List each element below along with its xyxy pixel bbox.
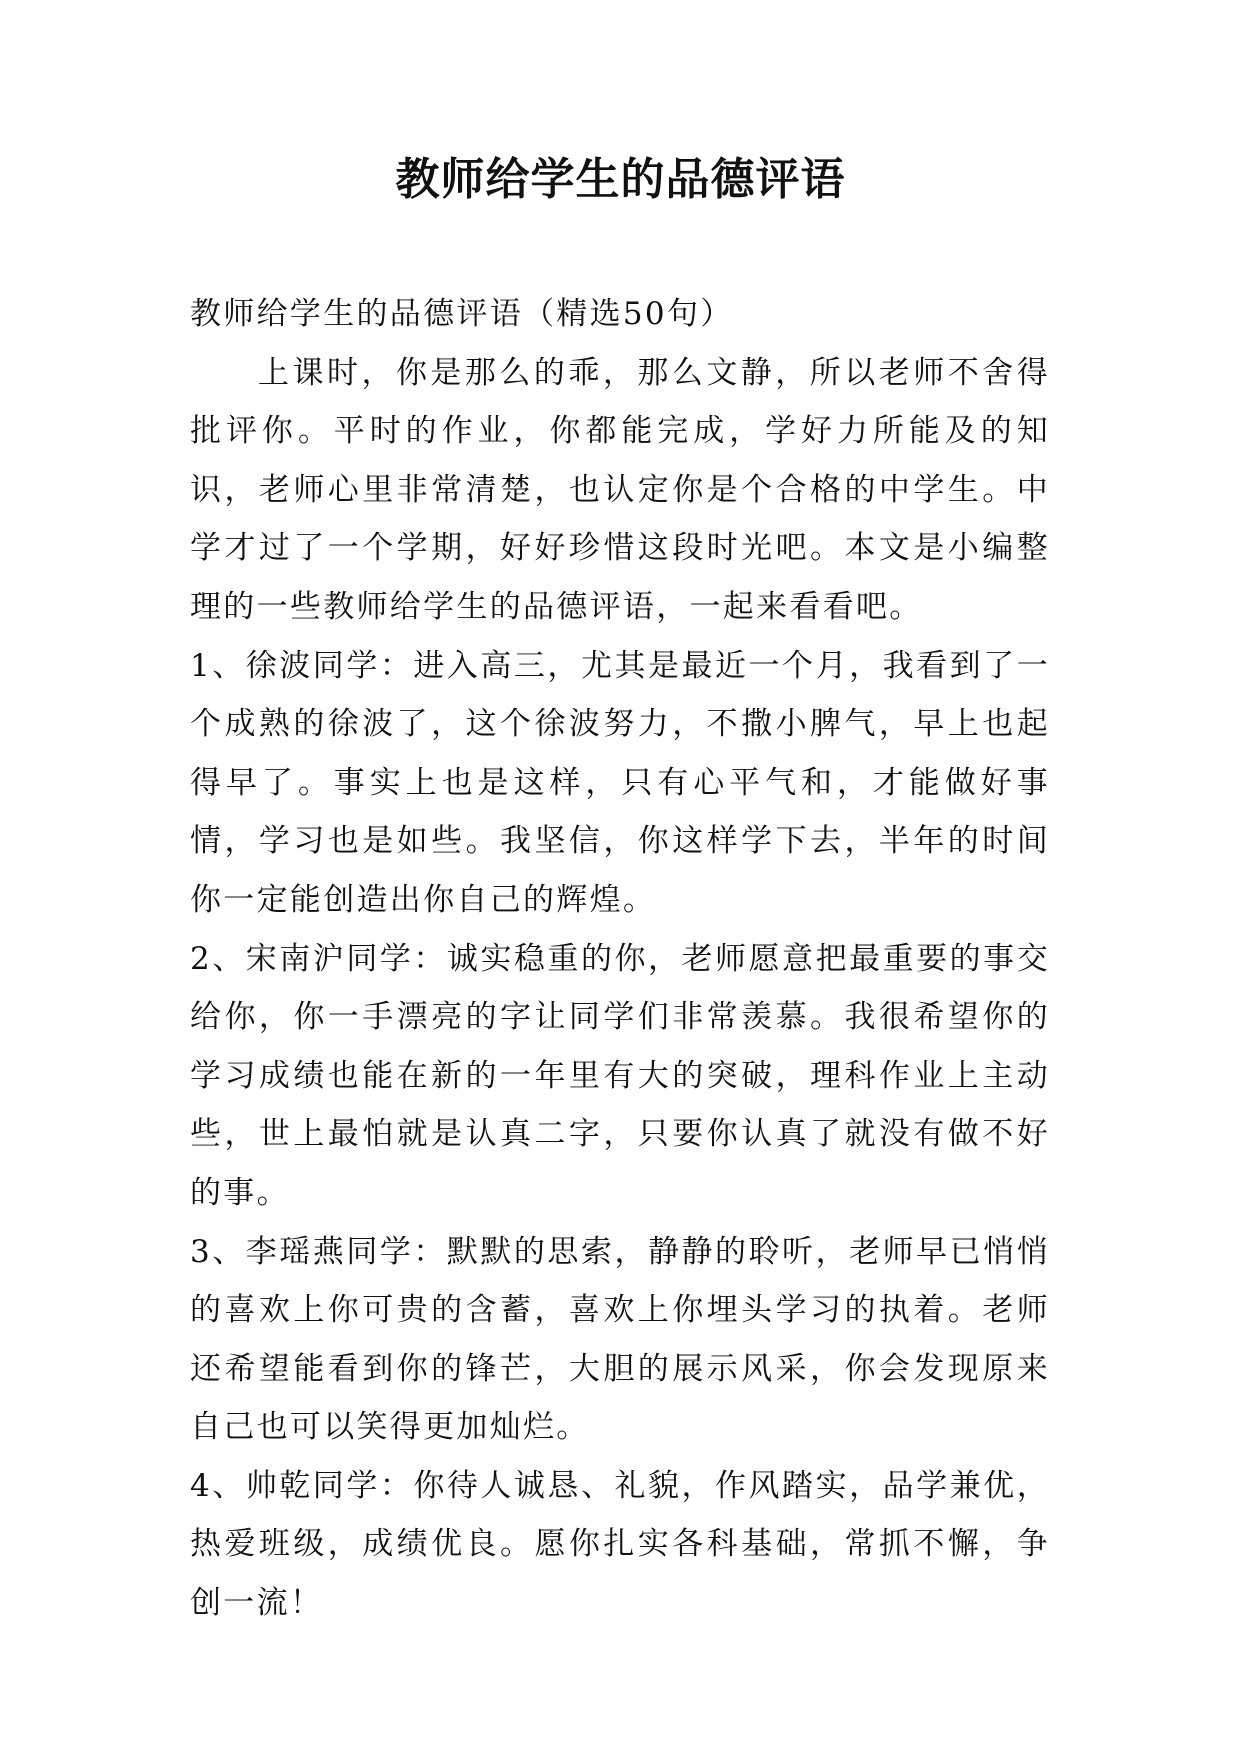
intro-paragraph: 上课时，你是那么的乖，那么文静，所以老师不舍得批评你。平时的作业，你都能完成，学好力所能及的知识，老师心里非常清楚，也认定你是个合格的中学生。中学才过了一个学期，好好珍惜这段时光吧。本文是小编整理的一些教师给学生的品德评语，一起来看看吧。 bbox=[190, 354, 1050, 625]
comment-item-4: 4、帅乾同学：你待人诚恳、礼貌，作风踏实，品学兼优，热爱班级，成绩优良。愿你扎实各科基础，常抓不懈，争创一流！ bbox=[190, 1467, 1050, 1622]
comment-item-3: 3、李瑶燕同学：默默的思索，静静的聆听，老师早已悄悄的喜欢上你可贵的含蓄，喜欢上你埋头学习的执着。老师还希望能看到你的锋芒，大胆的展示风采，你会发现原来自己也可以笑得更加灿烂。 bbox=[190, 1233, 1050, 1446]
comment-item-2: 2、宋南沪同学：诚实稳重的你，老师愿意把最重要的事交给你，你一手漂亮的字让同学们非常羡慕。我很希望你的学习成绩也能在新的一年里有大的突破，理科作业上主动些，世上最怕就是认真二字，只要你认真了就没有做不好的事。 bbox=[190, 940, 1050, 1211]
comment-item-1: 1、徐波同学：进入高三，尤其是最近一个月，我看到了一个成熟的徐波了，这个徐波努力，不撒小脾气，早上也起得早了。事实上也是这样，只有心平气和，才能做好事情，学习也是如些。我坚信，你这样学下去，半年的时间你一定能创造出你自己的辉煌。 bbox=[190, 647, 1050, 918]
document-title: 教师给学生的品德评语 bbox=[395, 154, 846, 205]
document-body bbox=[190, 285, 1050, 1633]
document-subtitle: 教师给学生的品德评语（精选50句） bbox=[190, 296, 734, 332]
